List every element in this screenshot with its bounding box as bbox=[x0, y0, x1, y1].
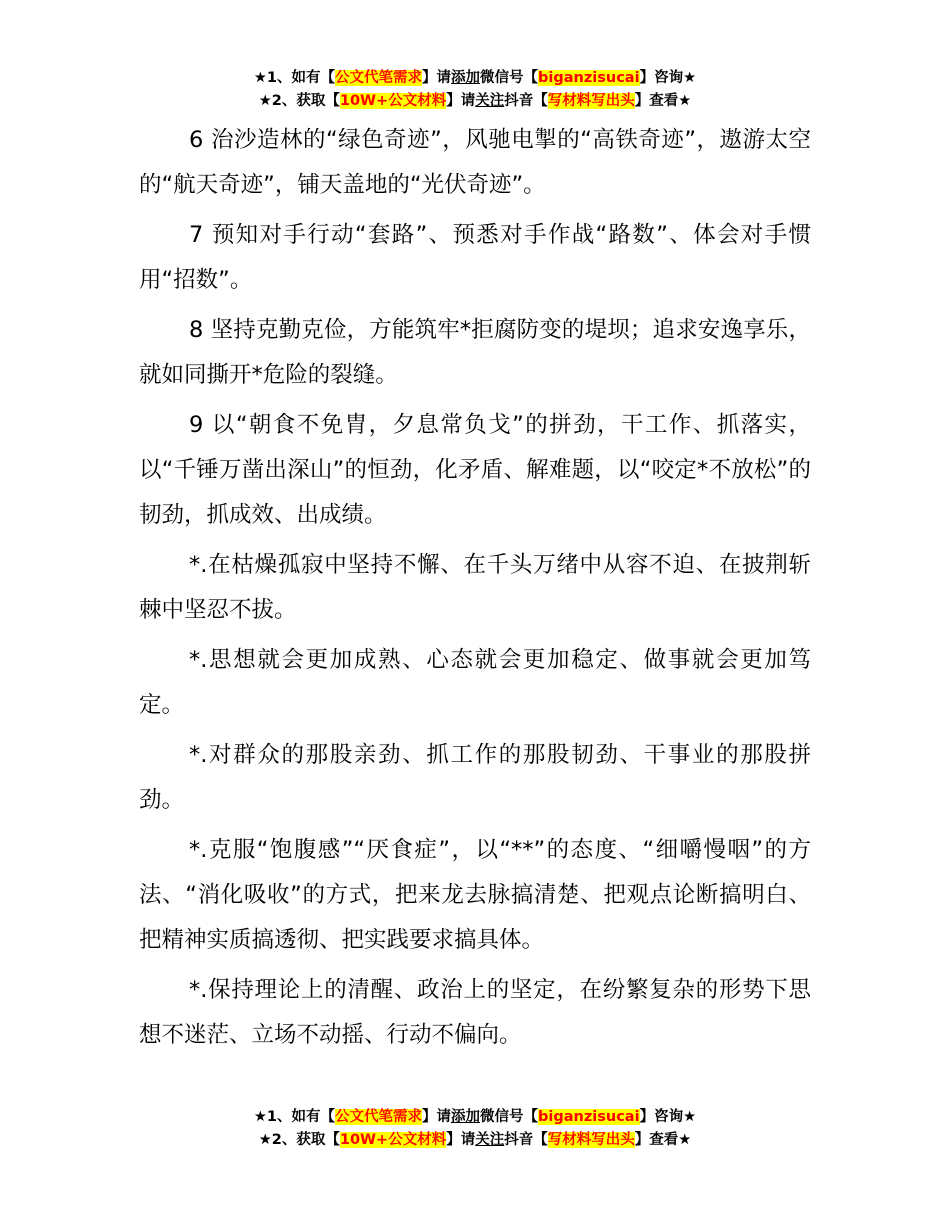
paragraph-7: 7 预知对手行动“套路”、预悉对手作战“路数”、体会对手惯用“招数”。 bbox=[139, 222, 811, 293]
paragraph-8: 8 坚持克勤克俭，方能筑牢*拒腐防变的堤坝；追求安逸享乐，就如同撕开*危险的裂缝。 bbox=[139, 317, 811, 388]
document-body bbox=[139, 118, 811, 1063]
highlight-materials: 10W+公文材料 bbox=[339, 1132, 447, 1148]
paragraph-star-2: *.思想就会更加成熟、心态就会更加稳定、做事就会更加笃定。 bbox=[139, 647, 811, 718]
header-line-2 bbox=[0, 90, 950, 113]
paragraph-star-5: *.保持理论上的清醒、政治上的坚定，在纷繁复杂的形势下思想不迷茫、立场不动摇、行动不偏向。 bbox=[139, 977, 811, 1048]
highlight-ghostwriting: 公文代笔需求 bbox=[335, 1109, 423, 1125]
footer-text: 】请 bbox=[446, 1132, 476, 1148]
footer-line-2 bbox=[0, 1129, 950, 1152]
header-line-1 bbox=[0, 67, 950, 90]
header-text: 抖音【 bbox=[504, 93, 548, 109]
highlight-ghostwriting: 公文代笔需求 bbox=[335, 70, 423, 86]
underlined-follow: 关注 bbox=[475, 93, 505, 109]
header-text: 】查看★ bbox=[634, 93, 692, 109]
header-text: 】请 bbox=[446, 93, 476, 109]
footer-text: ★2、获取【 bbox=[258, 1132, 340, 1148]
header-text: 微信号【 bbox=[480, 70, 539, 86]
underlined-add: 添加 bbox=[451, 70, 481, 86]
paragraph-9: 9 以“朝食不免胄，夕息常负戈”的拼劲，干工作、抓落实，以“千锤万凿出深山”的恒劲，化矛盾、解难题，以“咬定*不放松”的韧劲，抓成效、出成绩。 bbox=[139, 412, 811, 528]
highlight-douyin-account: 写材料写出头 bbox=[547, 93, 635, 109]
paragraph-star-3: *.对群众的那股亲劲、抓工作的那股韧劲、干事业的那股拼劲。 bbox=[139, 742, 811, 813]
paragraph-6: 6 治沙造林的“绿色奇迹”，风驰电掣的“高铁奇迹”，遨游太空的“航天奇迹”，铺天盖地的“光伏奇迹”。 bbox=[139, 127, 811, 198]
footer-banner bbox=[0, 1106, 950, 1152]
header-text: 】咨询★ bbox=[639, 70, 697, 86]
paragraph-star-1: *.在枯燥孤寂中坚持不懈、在千头万绪中从容不迫、在披荆斩棘中坚忍不拔。 bbox=[139, 552, 811, 623]
highlight-wechat-id: biganzisucai bbox=[538, 1109, 640, 1125]
highlight-materials: 10W+公文材料 bbox=[339, 93, 447, 109]
footer-text: 】查看★ bbox=[634, 1132, 692, 1148]
paragraph-star-4: *.克服“饱腹感”“厌食症”，以“**”的态度、“细嚼慢咽”的方法、“消化吸收”的方式，把来龙去脉搞清楚、把观点论断搞明白、把精神实质搞透彻、把实践要求搞具体。 bbox=[139, 837, 811, 953]
underlined-add: 添加 bbox=[451, 1109, 481, 1125]
footer-line-1 bbox=[0, 1106, 950, 1129]
footer-text: ★1、如有【 bbox=[253, 1109, 336, 1125]
header-text: ★2、获取【 bbox=[258, 93, 340, 109]
header-text: 】请 bbox=[422, 70, 452, 86]
footer-text: 】咨询★ bbox=[639, 1109, 697, 1125]
footer-text: 微信号【 bbox=[480, 1109, 539, 1125]
underlined-follow: 关注 bbox=[475, 1132, 505, 1148]
header-text: ★1、如有【 bbox=[253, 70, 336, 86]
highlight-douyin-account: 写材料写出头 bbox=[547, 1132, 635, 1148]
footer-text: 】请 bbox=[422, 1109, 452, 1125]
header-banner bbox=[0, 67, 950, 113]
highlight-wechat-id: biganzisucai bbox=[538, 70, 640, 86]
footer-text: 抖音【 bbox=[504, 1132, 548, 1148]
